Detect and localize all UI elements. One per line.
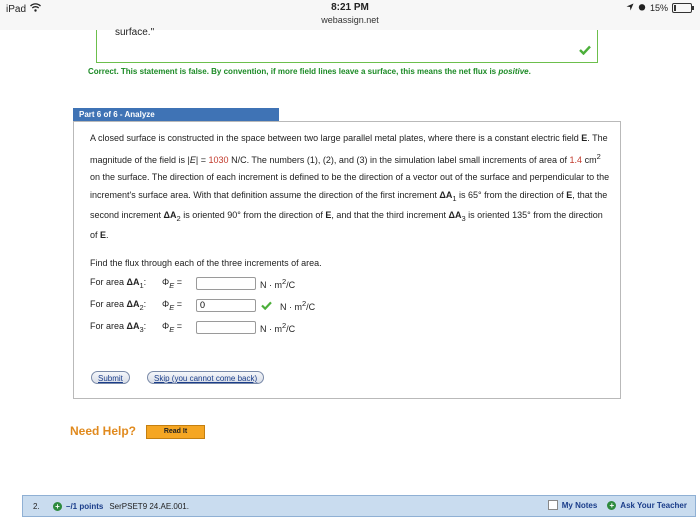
- flux-input-1[interactable]: [196, 277, 256, 290]
- feedback-message: Correct. This statement is false. By convention, if more field lines leave a surface, this means the net flux is positive.: [88, 67, 531, 76]
- clock: 8:21 PM: [331, 2, 369, 13]
- read-it-button[interactable]: Read It: [146, 425, 205, 439]
- part-panel: [73, 121, 621, 399]
- flux-input-2[interactable]: [196, 299, 256, 312]
- location-icon: [626, 3, 634, 13]
- points-link[interactable]: –/1 points: [66, 501, 104, 511]
- flux-row-1: For area $\Delta A_1$: $\Phi_E$ = $N \cdot m^2/C$: [90, 276, 296, 290]
- question-bar: [22, 495, 696, 517]
- vector-e: E: [581, 133, 588, 143]
- battery-percent: 15%: [649, 3, 668, 13]
- question-number: 2.: [33, 501, 40, 511]
- problem-statement: A closed surface is constructed in the space between two large parallel metal plates, where there is a constant electric field E. The magnitude of the field is |E| = 1030 N/C. The numbers (1), (2), and (3) in the simulation label small increments of area of 1.4 $cm^2$ on the surface. The direction of each increment is defined to be the direction of a vector out of the surface and perpendicular to the increment's surface area. With that definition assume the direction of the first increment $\Delta A_1$ is 65° from the direction of E, that the second increment $\Delta A_2$ is oriented 90° from the direction of E, and that the third increment $\Delta A_3$ is oriented 135° from the direction of E.: [90, 133, 610, 241]
- expand-plus-icon[interactable]: +: [53, 502, 62, 511]
- previous-statement-tail: surface.": [115, 27, 155, 38]
- skip-button[interactable]: Skip (you cannot come back): [147, 371, 264, 384]
- find-instruction: Find the flux through each of the three increments of area.: [90, 258, 322, 268]
- previous-answer-box: [96, 27, 598, 63]
- notes-checkbox-icon[interactable]: [548, 500, 558, 510]
- flux-row-3: For area $\Delta A_3$: $\Phi_E$ = $N \cdot m^2/C$: [90, 320, 296, 334]
- area-value: 1.4: [569, 154, 583, 165]
- device-label: iPad: [6, 3, 27, 15]
- submit-button[interactable]: Submit: [91, 371, 130, 384]
- ask-plus-icon[interactable]: +: [607, 501, 616, 510]
- url-label[interactable]: webassign.net: [321, 15, 379, 25]
- flux-input-3[interactable]: [196, 321, 256, 334]
- part-header: Part 6 of 6 - Analyze: [73, 108, 279, 121]
- alarm-icon: [638, 3, 646, 13]
- my-notes-link[interactable]: My Notes: [561, 500, 598, 510]
- problem-id: SerPSET9 24.AE.001.: [109, 501, 189, 511]
- field-value: 1030: [208, 154, 229, 165]
- flux-row-2: For area $\Delta A_2$: $\Phi_E$ = 0 $N \cdot m^2/C$: [90, 297, 315, 313]
- need-help-label: Need Help?: [70, 424, 137, 438]
- checkmark-icon: [256, 301, 276, 310]
- checkmark-icon: [579, 42, 591, 60]
- status-bar: [0, 0, 700, 30]
- battery-icon: [672, 3, 692, 13]
- ask-teacher-link[interactable]: Ask Your Teacher: [620, 500, 687, 510]
